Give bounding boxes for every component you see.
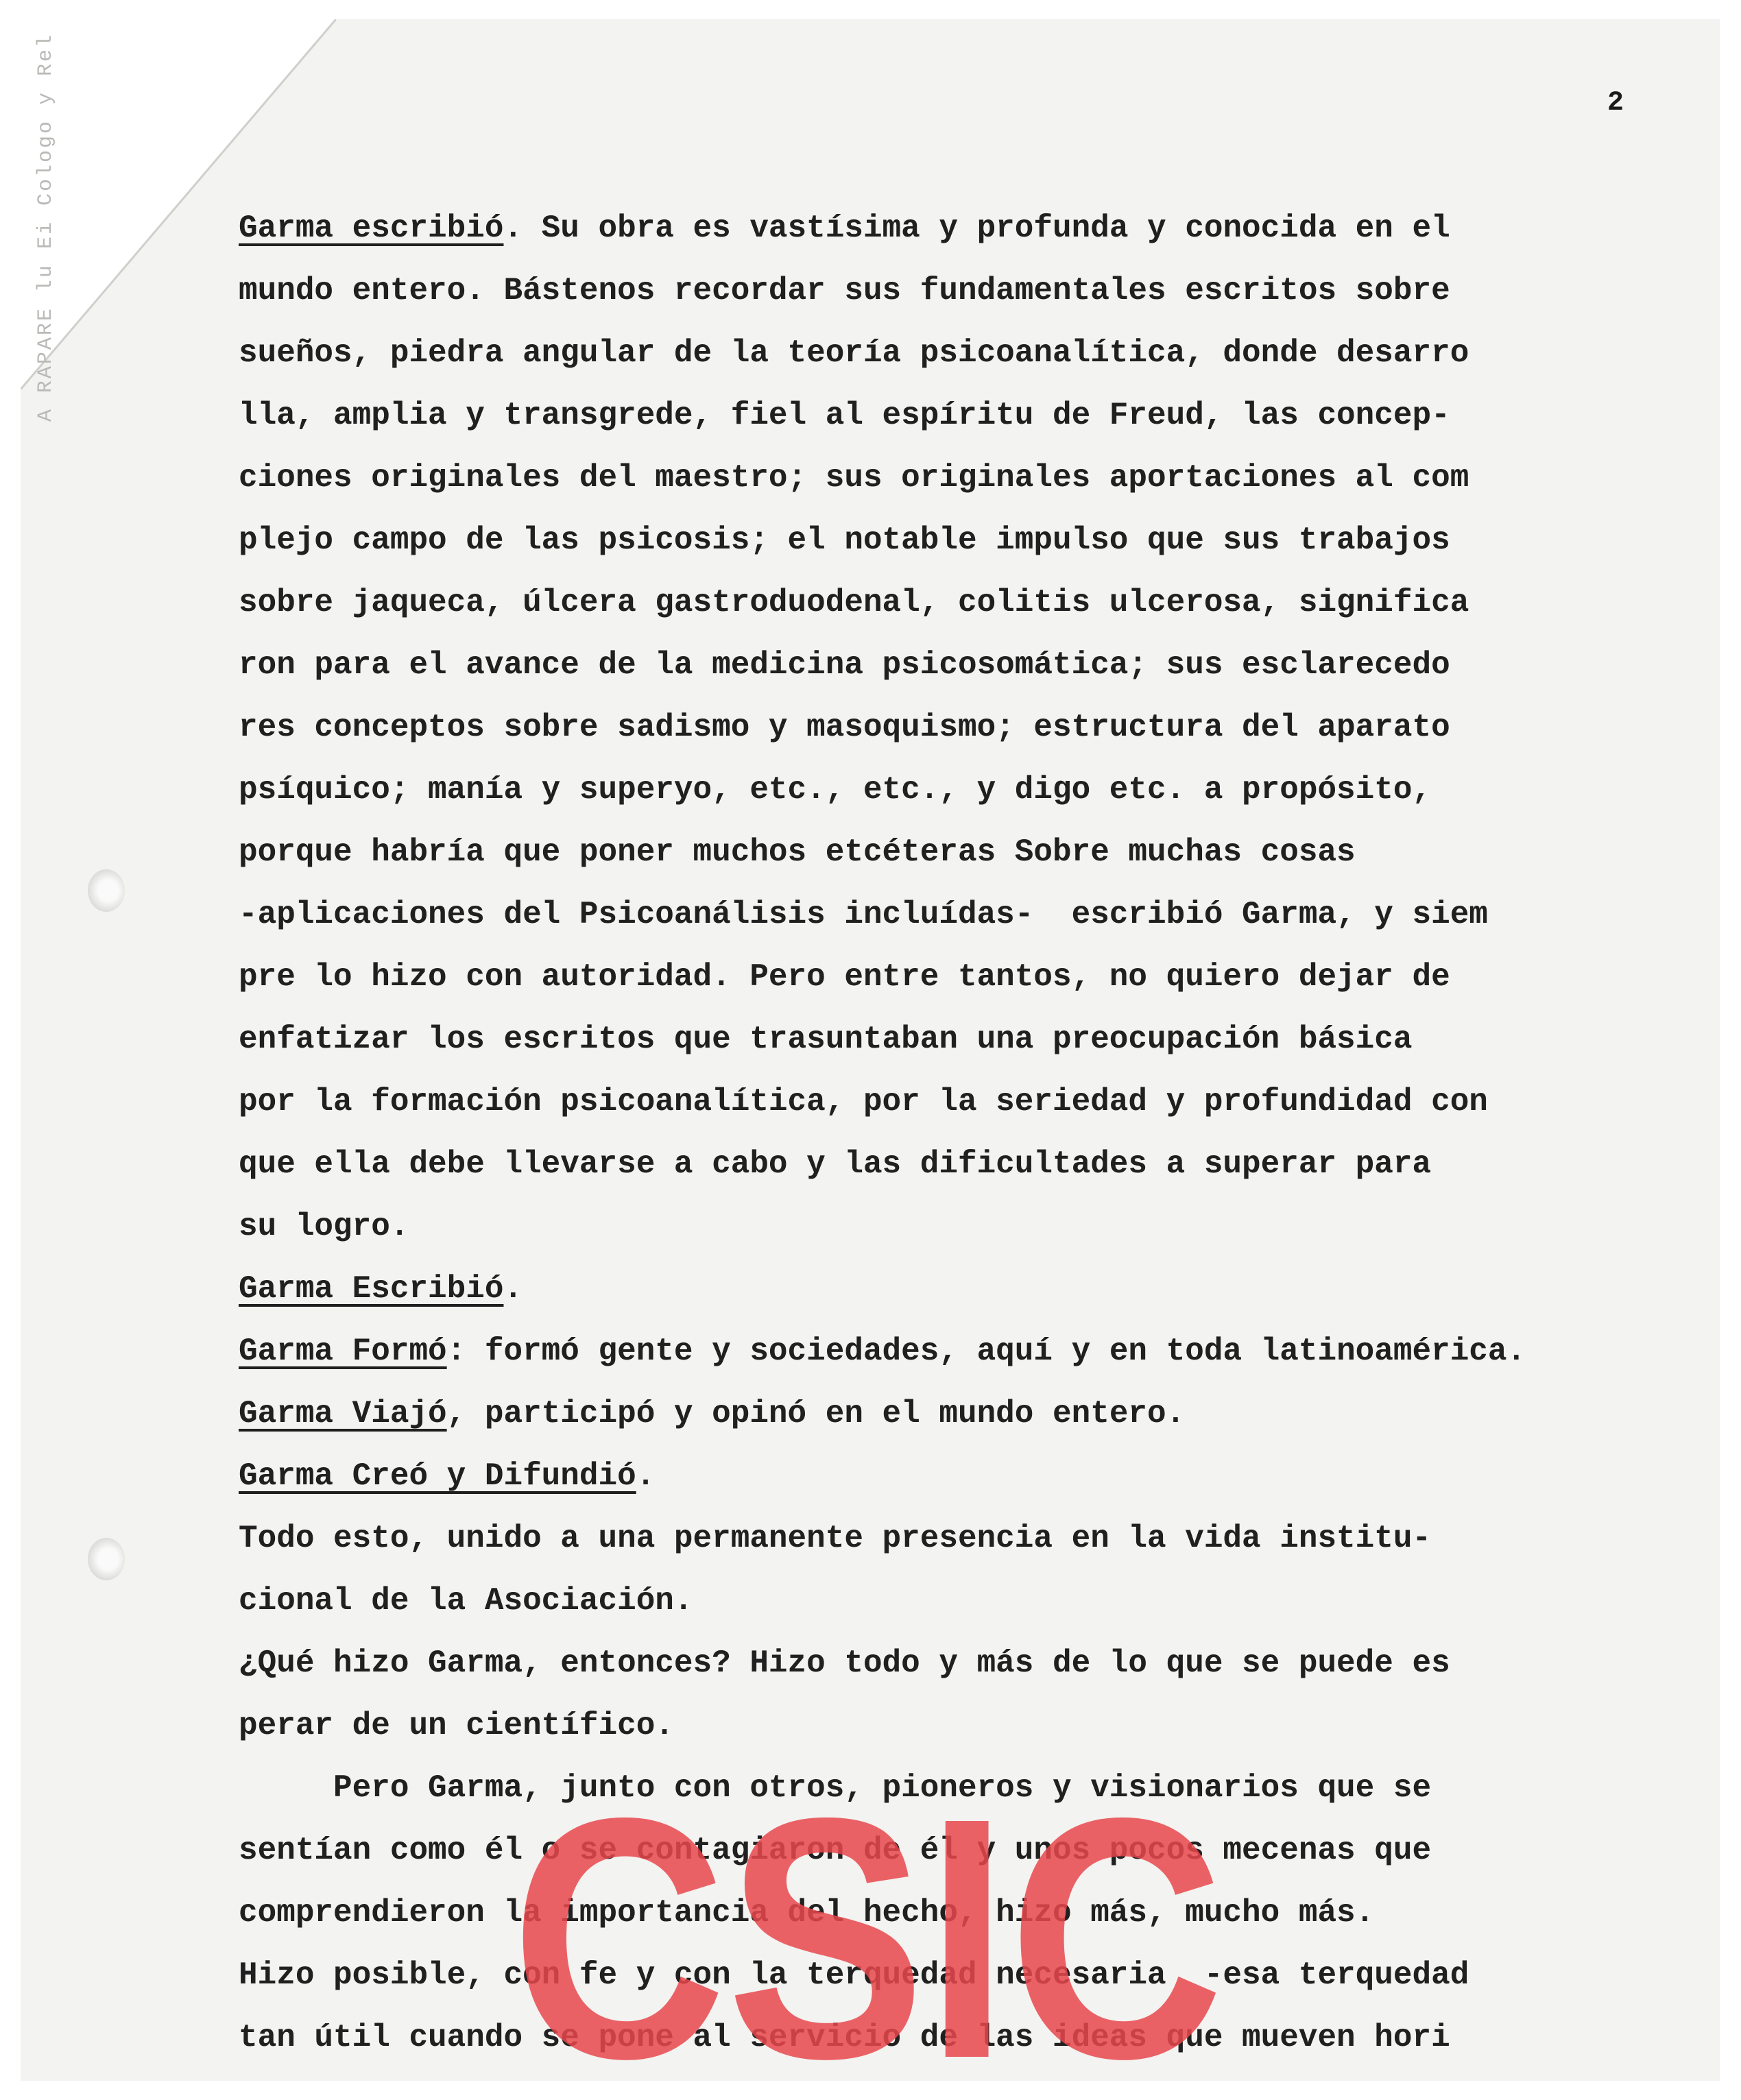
text-line bbox=[239, 572, 1713, 634]
line-text: sobre jaqueca, úlcera gastroduodenal, colitis ulcerosa, significa bbox=[239, 585, 1469, 620]
line-text: enfatizar los escritos que trasuntaban una preocupación básica bbox=[239, 1022, 1413, 1057]
line-text: . bbox=[636, 1458, 656, 1494]
text-line bbox=[239, 634, 1713, 697]
text-line bbox=[239, 697, 1713, 759]
underlined-heading: Garma Escribió bbox=[239, 1271, 504, 1307]
line-text: plejo campo de las psicosis; el notable impulso que sus trabajos bbox=[239, 522, 1450, 558]
line-text: que ella debe llevarse a cabo y las dificultades a superar para bbox=[239, 1146, 1432, 1182]
line-text: pre lo hizo con autoridad. Pero entre tantos, no quiero dejar de bbox=[239, 959, 1450, 995]
line-text: tan útil cuando se pone al servicio de las ideas que mueven hori bbox=[239, 2020, 1450, 2055]
underlined-heading: Garma escribió bbox=[239, 210, 504, 246]
text-line bbox=[239, 260, 1713, 322]
line-text: -aplicaciones del Psicoanálisis incluídas- escribió Garma, y siem bbox=[239, 897, 1488, 932]
line-text: porque habría que poner muchos etcéteras Sobre muchas cosas bbox=[239, 834, 1356, 870]
text-line bbox=[239, 821, 1713, 884]
line-text: sueños, piedra angular de la teoría psicoanalítica, donde desarro bbox=[239, 335, 1469, 371]
line-text: Hizo posible, con fe y con la terquedad necesaria -esa terquedad bbox=[239, 1957, 1469, 1993]
bleed-through-text: A RAPARE lu Ei Cologo y Rel bbox=[34, 33, 58, 422]
line-text: : formó gente y sociedades, aquí y en toda latinoamérica. bbox=[446, 1333, 1526, 1369]
page-number: 2 bbox=[1607, 88, 1624, 119]
csic-watermark bbox=[504, 1786, 1231, 2081]
line-text: psíquico; manía y superyo, etc., etc., y digo etc. a propósito, bbox=[239, 772, 1432, 808]
text-line bbox=[239, 759, 1713, 821]
line-text: lla, amplia y transgrede, fiel al espíritu de Freud, las concep- bbox=[239, 398, 1450, 433]
text-line bbox=[239, 1508, 1713, 1570]
punch-hole-top bbox=[88, 869, 125, 912]
line-text: . bbox=[503, 1271, 523, 1307]
line-text: mundo entero. Bástenos recordar sus fundamentales escritos sobre bbox=[239, 273, 1450, 309]
line-text: , participó y opinó en el mundo entero. bbox=[446, 1396, 1186, 1432]
line-text: ron para el avance de la medicina psicosomática; sus esclarecedo bbox=[239, 647, 1450, 683]
line-text: su logro. bbox=[239, 1209, 409, 1244]
line-text: res conceptos sobre sadismo y masoquismo; estructura del aparato bbox=[239, 710, 1450, 745]
underlined-heading: Garma Viajó bbox=[239, 1396, 447, 1432]
text-line bbox=[239, 1258, 1713, 1320]
text-line bbox=[239, 1695, 1713, 1757]
text-line bbox=[239, 1196, 1713, 1258]
line-text: cional de la Asociación. bbox=[239, 1583, 693, 1619]
text-line bbox=[239, 884, 1713, 946]
line-text: Pero Garma, junto con otros, pioneros y visionarios que se bbox=[239, 1770, 1432, 1806]
text-line bbox=[239, 946, 1713, 1009]
text-line bbox=[239, 322, 1713, 385]
punch-hole-bottom bbox=[88, 1538, 125, 1580]
text-line bbox=[239, 1071, 1713, 1133]
line-text: comprendieron la importancia del hecho, hizo más, mucho más. bbox=[239, 1895, 1375, 1931]
underlined-heading: Garma Formó bbox=[239, 1333, 447, 1369]
scanned-page bbox=[21, 19, 1720, 2081]
text-line bbox=[239, 509, 1713, 572]
line-text: Todo esto, unido a una permanente presencia en la vida institu- bbox=[239, 1521, 1432, 1556]
line-text: perar de un científico. bbox=[239, 1708, 674, 1743]
text-line bbox=[239, 197, 1713, 260]
text-line bbox=[239, 1383, 1713, 1445]
line-text: ¿Qué hizo Garma, entonces? Hizo todo y más de lo que se puede es bbox=[239, 1645, 1450, 1681]
text-line bbox=[239, 1009, 1713, 1071]
text-line bbox=[239, 1445, 1713, 1508]
text-line bbox=[239, 1320, 1713, 1383]
text-line bbox=[239, 385, 1713, 447]
underlined-heading: Garma Creó y Difundió bbox=[239, 1458, 636, 1494]
watermark-text: CSIC bbox=[511, 1786, 1224, 2081]
text-line bbox=[239, 447, 1713, 509]
text-line bbox=[239, 1632, 1713, 1695]
text-line bbox=[239, 1133, 1713, 1196]
text-line bbox=[239, 1570, 1713, 1632]
line-text: ciones originales del maestro; sus originales aportaciones al com bbox=[239, 460, 1469, 496]
line-text: . Su obra es vastísima y profunda y conocida en el bbox=[503, 210, 1450, 246]
line-text: por la formación psicoanalítica, por la seriedad y profundidad con bbox=[239, 1084, 1488, 1120]
line-text: sentían como él o se contagiaron de él y unos pocos mecenas que bbox=[239, 1833, 1432, 1868]
